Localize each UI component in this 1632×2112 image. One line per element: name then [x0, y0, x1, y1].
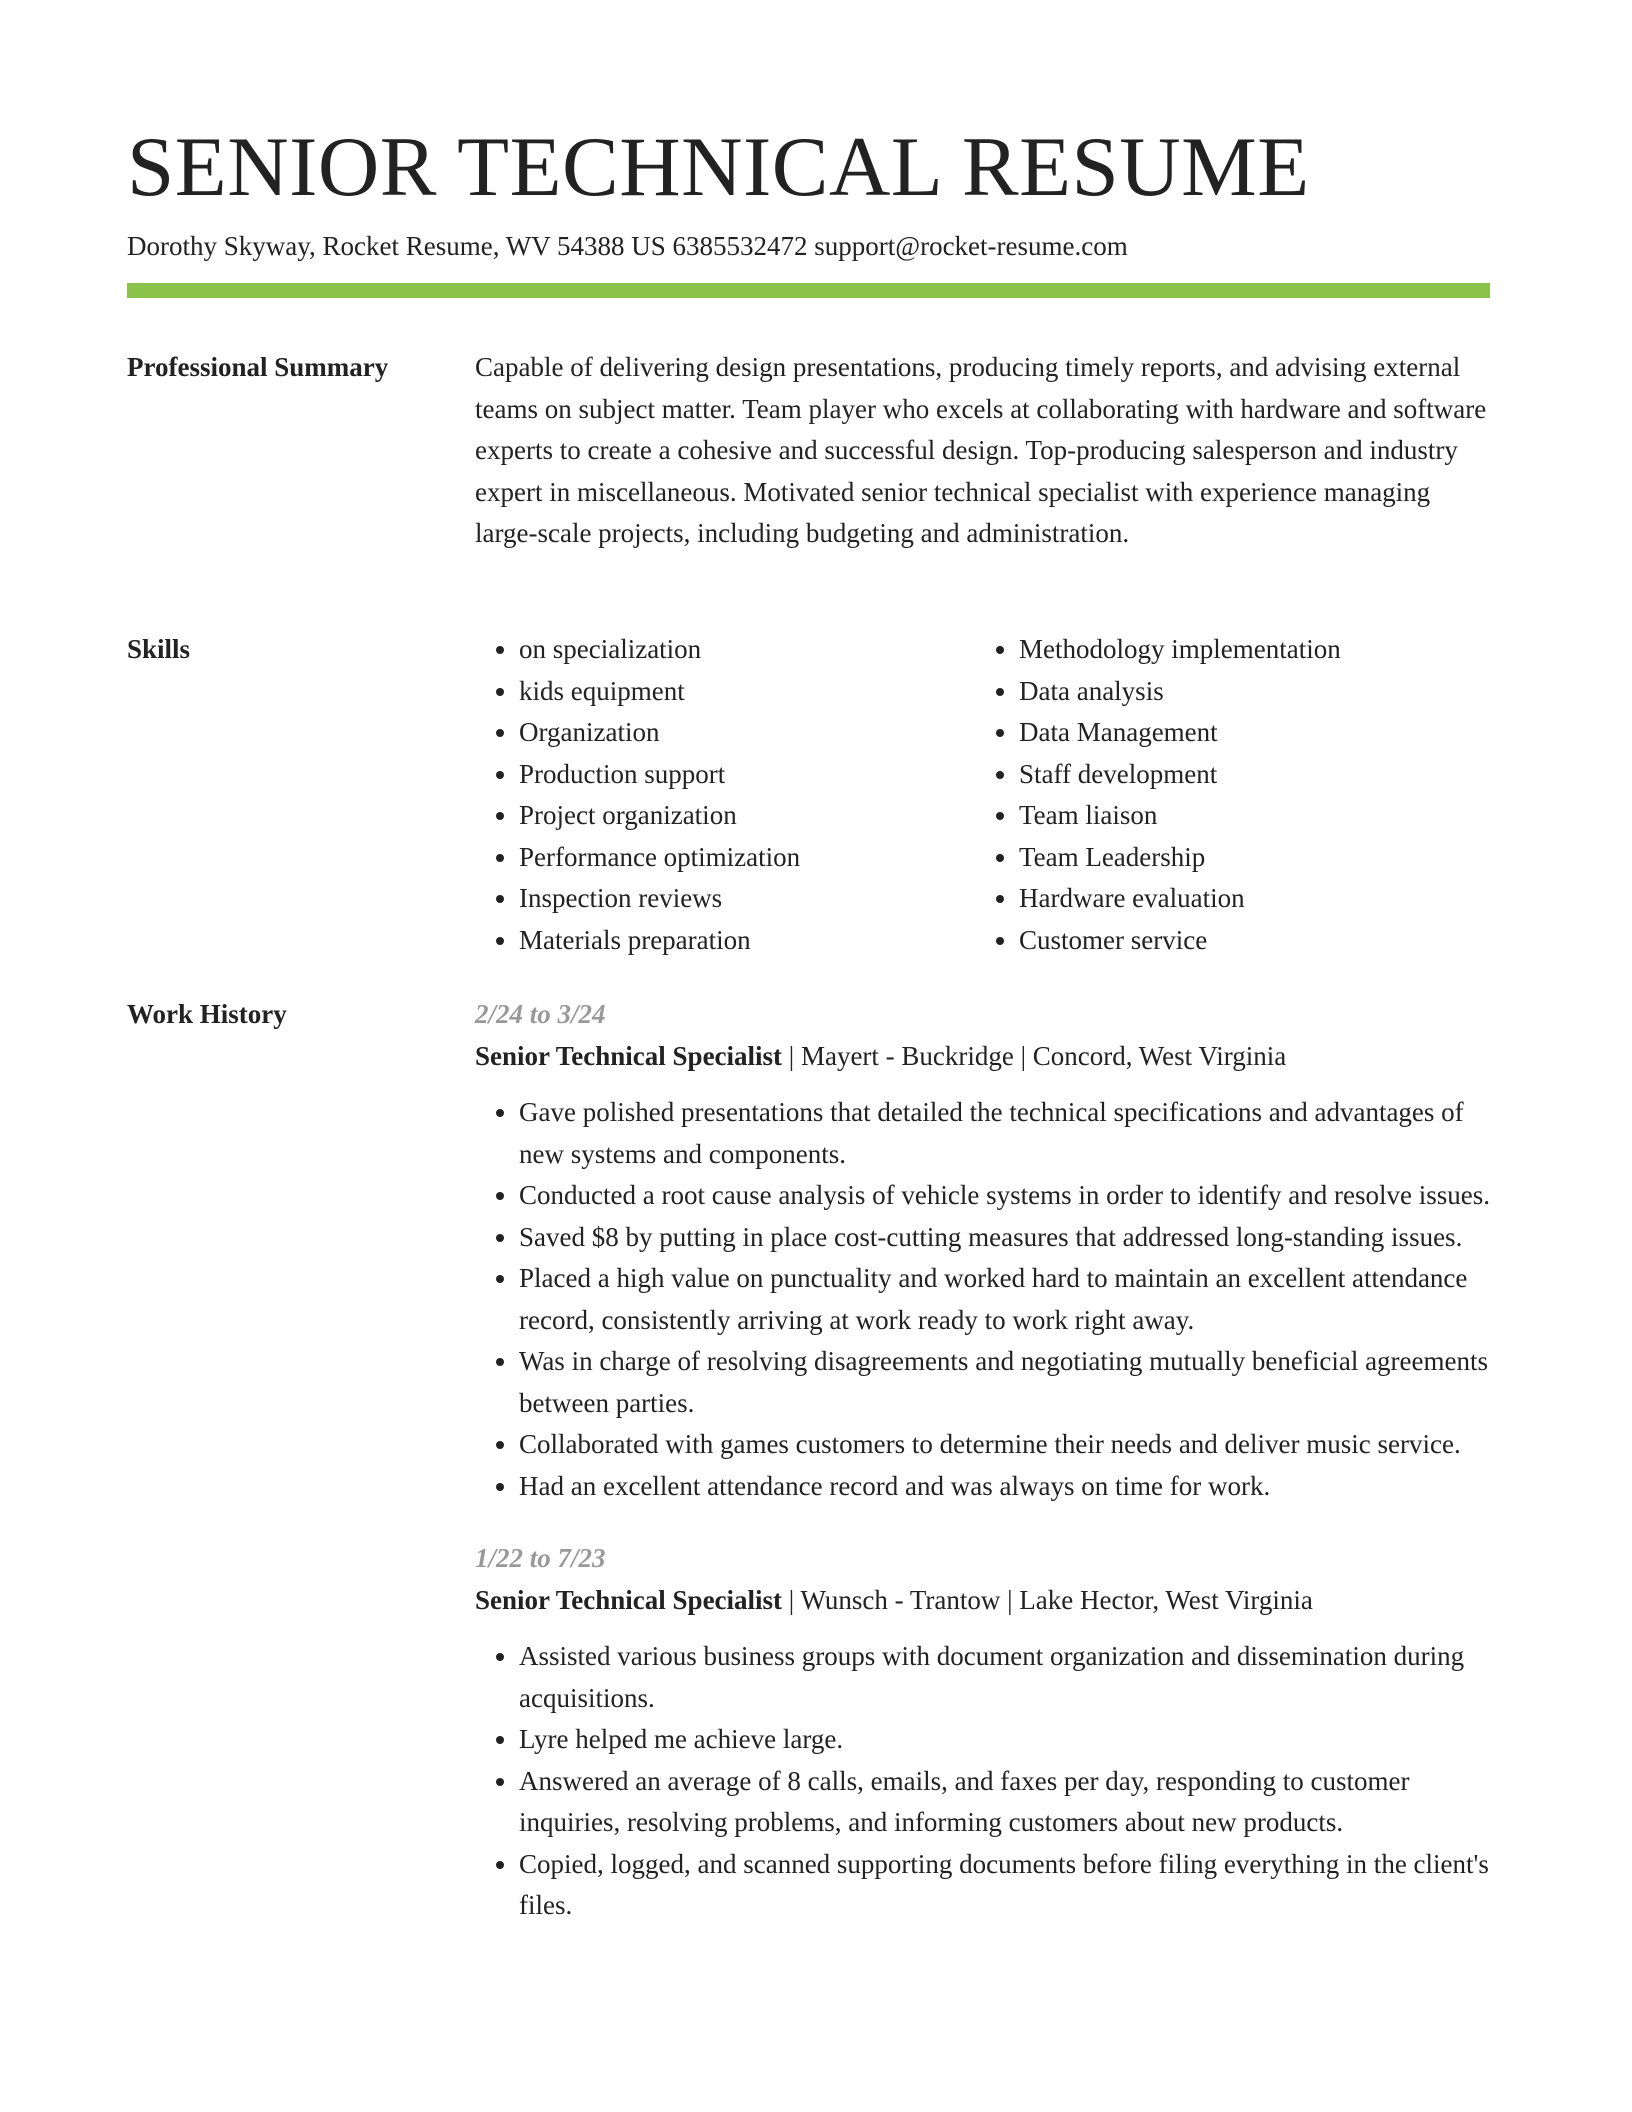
skill-item: • Organization [519, 712, 975, 754]
work-history-body [475, 994, 1490, 1958]
job-bullets [475, 1092, 1490, 1507]
skill-item: • Data analysis [1019, 671, 1475, 713]
skill-item: • Project organization [519, 795, 975, 837]
skill-item: • Performance optimization [519, 837, 975, 879]
job-bullets [475, 1636, 1490, 1927]
skill-item: • on specialization [519, 629, 975, 671]
job-bullet: • Was in charge of resolving disagreements and negotiating mutually beneficial agreements between parties. [519, 1341, 1490, 1424]
job-bullet: • Gave polished presentations that detailed the technical specifications and advantages of new systems and components. [519, 1092, 1490, 1175]
summary-body [475, 347, 1490, 555]
skill-item: • Staff development [1019, 754, 1475, 796]
job-bullet: • Had an excellent attendance record and was always on time for work. [519, 1466, 1490, 1508]
resume-title: SENIOR TECHNICAL RESUME [127, 120, 1310, 214]
skills-body [475, 629, 1490, 961]
skills-list-left [475, 629, 975, 961]
job-header [475, 1580, 1490, 1622]
summary-text: Capable of delivering design presentations, producing timely reports, and advising external teams on subject matter. Team player who excels at collaborating with hardware and software experts to create a cohesive and successful design. Top-producing salesperson and industry expert in miscellaneous. Motivated senior technical specialist with experience managing large-scale projects, including budgeting and administration. [475, 352, 1487, 548]
skill-item: • Data Management [1019, 712, 1475, 754]
job-bullet: • Placed a high value on punctuality and worked hard to maintain an excellent attendance record, consistently arriving at work ready to work right away. [519, 1258, 1490, 1341]
skill-item: • Team liaison [1019, 795, 1475, 837]
skill-item: • Methodology implementation [1019, 629, 1475, 671]
job-details: | Mayert - Buckridge | Concord, West Virginia [782, 1040, 1287, 1071]
skills-heading: Skills [127, 634, 191, 664]
job-title: Senior Technical Specialist [475, 1584, 783, 1615]
work-history-heading: Work History [127, 999, 287, 1029]
skill-item: • kids equipment [519, 671, 975, 713]
job-header [475, 1036, 1490, 1078]
job-bullet: • Collaborated with games customers to determine their needs and deliver music service. [519, 1424, 1490, 1466]
job-entry [475, 1538, 1490, 1927]
contact-line: Dorothy Skyway, Rocket Resume, WV 54388 US 6385532472 support@rocket-resume.com [127, 231, 1128, 261]
skill-item: • Hardware evaluation [1019, 878, 1475, 920]
job-bullet: • Saved $8 by putting in place cost-cutting measures that addressed long-standing issues. [519, 1217, 1490, 1259]
job-title: Senior Technical Specialist [475, 1040, 783, 1071]
job-entry [475, 994, 1490, 1507]
job-details: | Wunsch - Trantow | Lake Hector, West Virginia [782, 1584, 1313, 1615]
skill-item: • Materials preparation [519, 920, 975, 962]
summary-heading: Professional Summary [127, 352, 389, 382]
job-dates: 2/24 to 3/24 [475, 999, 606, 1029]
skill-item: • Customer service [1019, 920, 1475, 962]
skill-item: • Team Leadership [1019, 837, 1475, 879]
skill-item: • Inspection reviews [519, 878, 975, 920]
job-bullet: • Assisted various business groups with document organization and dissemination during acquisitions. [519, 1636, 1490, 1719]
job-bullet: • Copied, logged, and scanned supporting documents before filing everything in the client's files. [519, 1844, 1490, 1927]
header-accent-rule [127, 283, 1490, 298]
job-bullet: • Answered an average of 8 calls, emails, and faxes per day, responding to customer inquiries, resolving problems, and informing customers about new products. [519, 1761, 1490, 1844]
job-bullet: • Conducted a root cause analysis of vehicle systems in order to identify and resolve issues. [519, 1175, 1490, 1217]
job-bullet: • Lyre helped me achieve large. [519, 1719, 1490, 1761]
skill-item: • Production support [519, 754, 975, 796]
skills-list-right [975, 629, 1475, 961]
job-dates: 1/22 to 7/23 [475, 1543, 606, 1573]
